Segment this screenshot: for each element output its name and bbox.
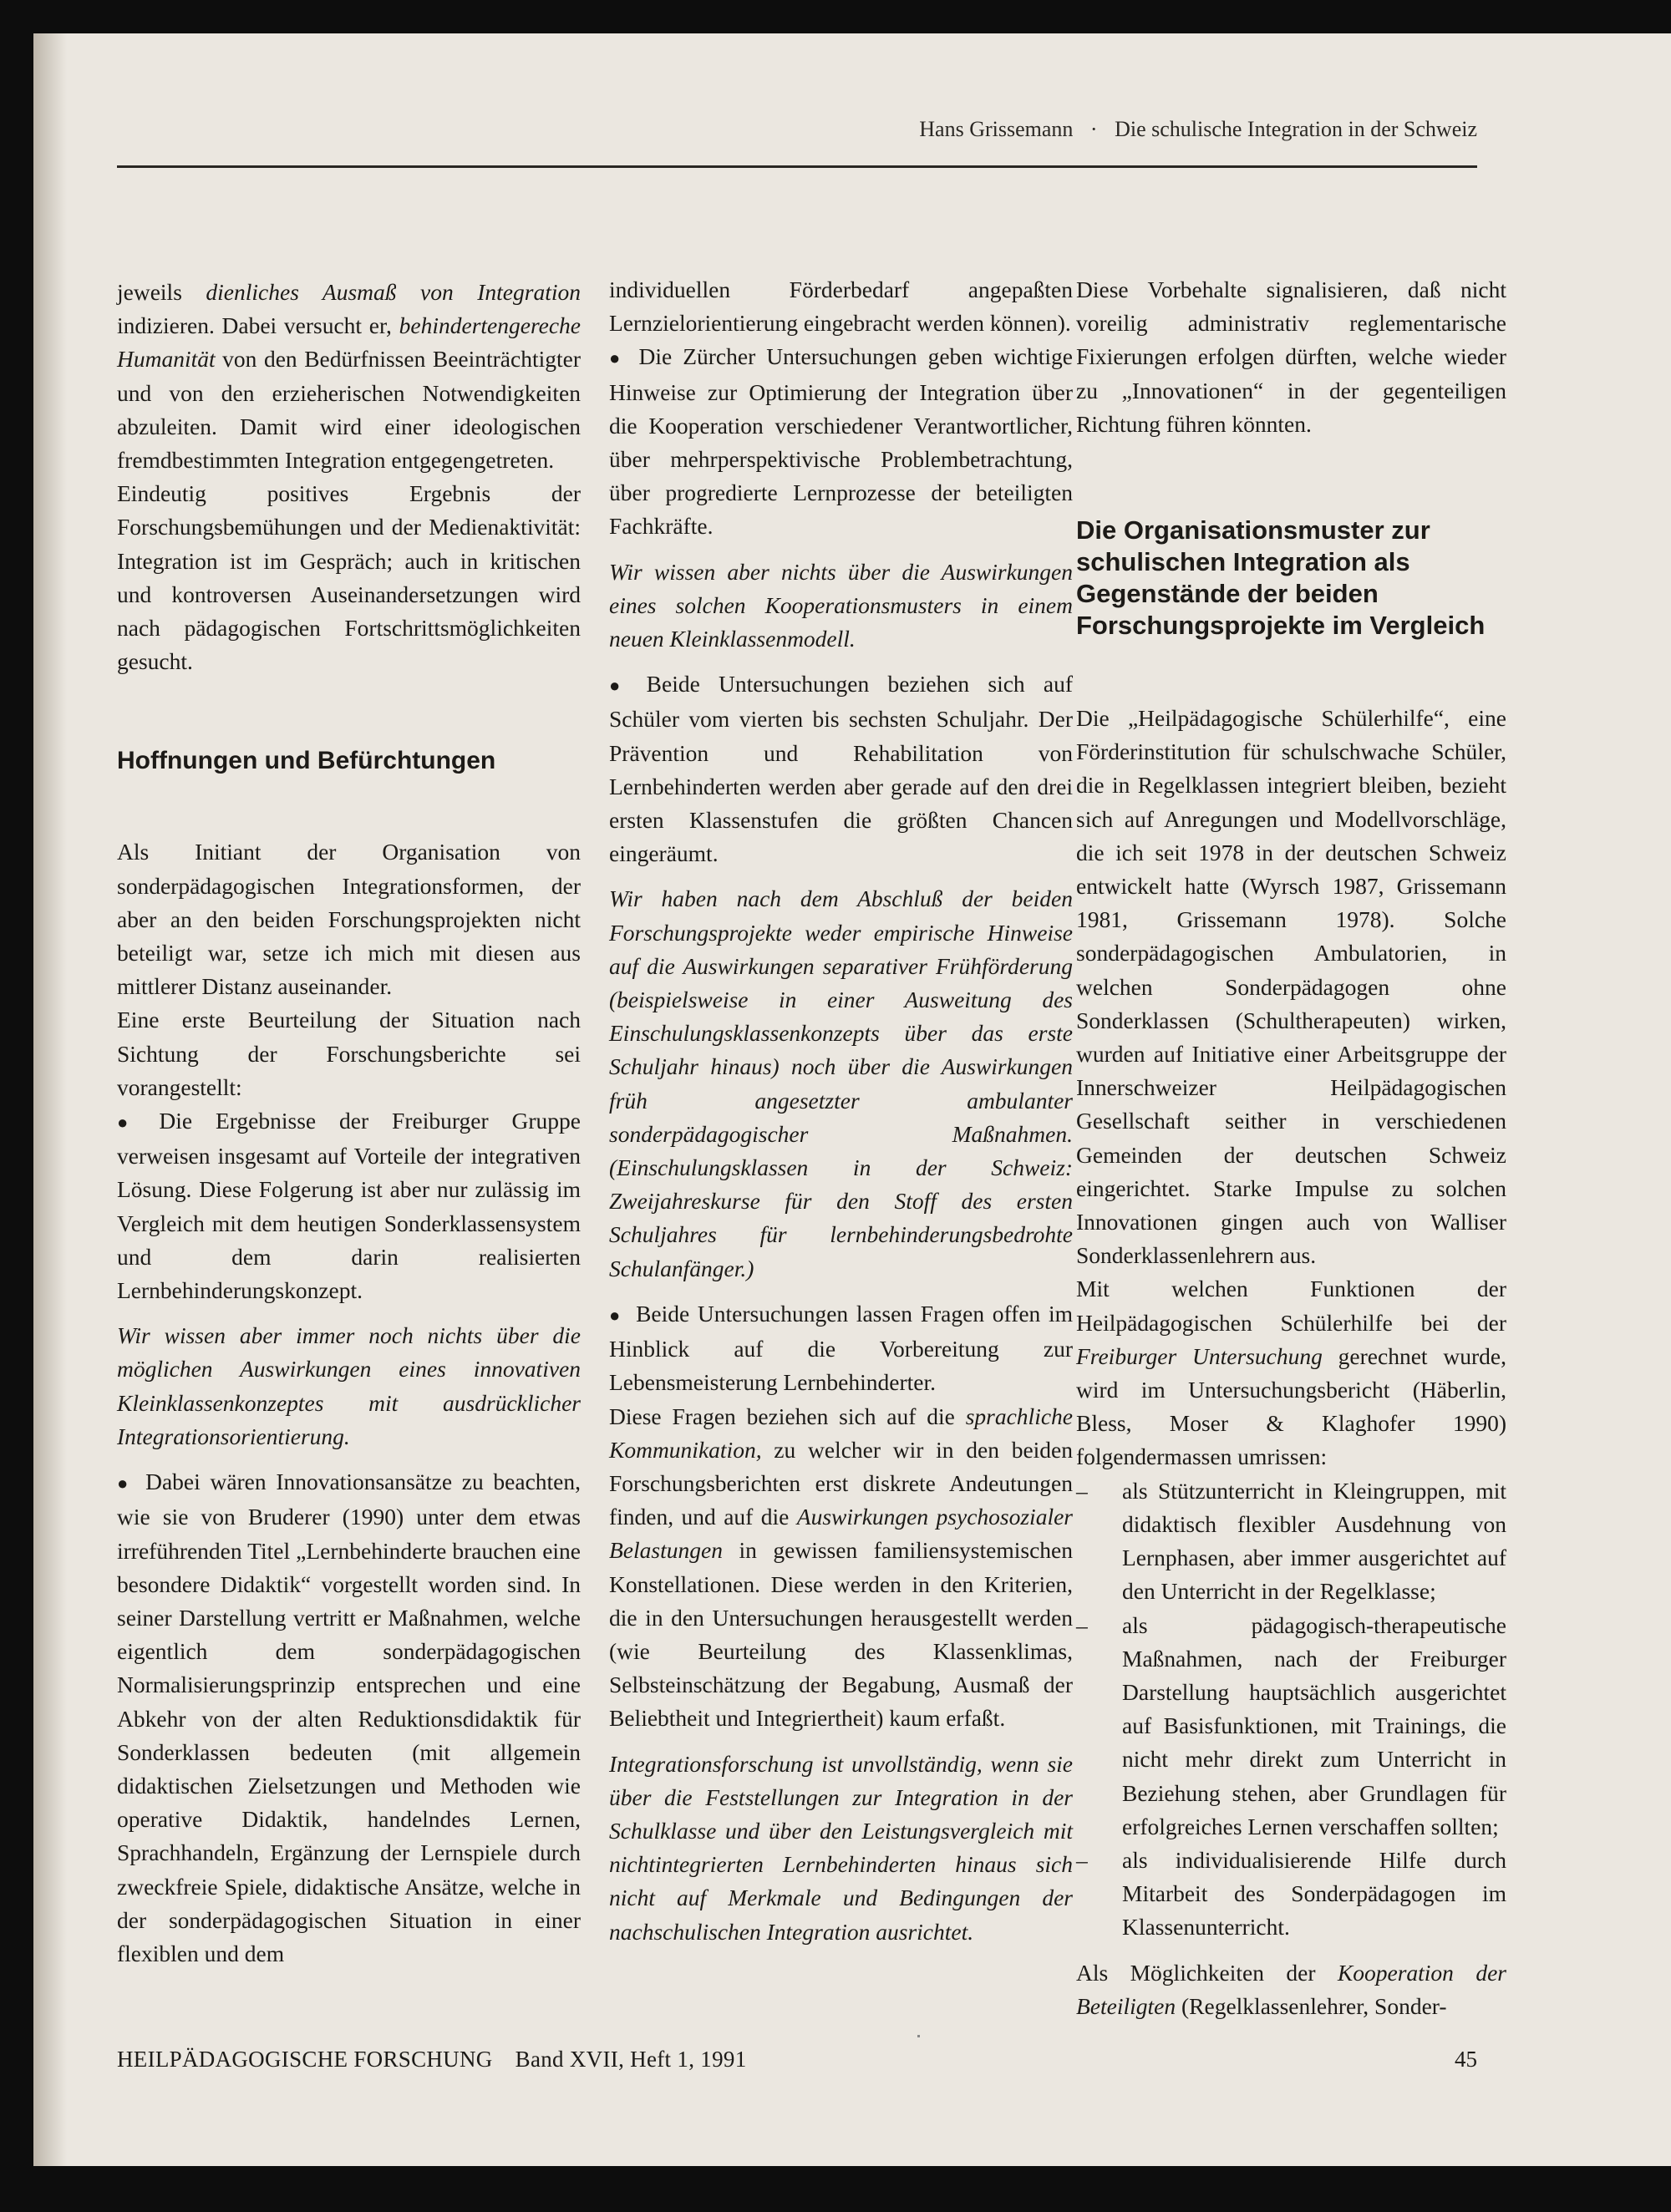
- footer-journal: HEILPÄDAGOGISCHE FORSCHUNG: [117, 2047, 493, 2072]
- emphasis: dienliches Ausmaß von Integration: [206, 279, 581, 305]
- text-run: gerechnet wurde, wird im Untersuchungsbericht (Häberlin, Bless, Moser & Klaghofer 1990) folgendermassen umrissen:: [1076, 1342, 1506, 1470]
- gutter-shadow: [33, 33, 67, 2166]
- text-run: in gewissen familiensystemischen Konstellationen. Diese werden in den Kriterien, die in den Untersuchungen herausgestellt werden (wie Beurteilung des Klassenklimas, Selbsteinschätzung der Begabung, Ausmaß der Beliebtheit und Integriertheit) kaum erfaßt.: [609, 1537, 1073, 1732]
- bullet-paragraph: ● Beide Untersuchungen lassen Fragen offen im Hinblick auf die Vorbereitung zur Lebensmeisterung Lernbehinderter.: [609, 1297, 1073, 1400]
- bullet-paragraph: ● Die Ergebnisse der Freiburger Gruppe verweisen insgesamt auf Vorteile der integrativen Lösung. Diese Folgerung ist aber nur zulässig im Vergleich mit dem heutigen Sonderklassensystem und dem darin realisierten Lernbehinderungskonzept.: [117, 1104, 581, 1307]
- running-footer: [117, 2047, 747, 2072]
- paragraph: Eindeutig positives Ergebnis der Forschungsbemühungen und der Medienaktivität: Integration ist im Gespräch; auch in kritischen und kontroversen Auseinandersetzungen wird nach pädagogischen Fortschrittsmöglichkeiten gesucht.: [117, 480, 581, 675]
- column-3: [1076, 273, 1506, 2023]
- scan-speck: [917, 2035, 920, 2037]
- paragraph: Die „Heilpädagogische Schülerhilfe“, eine Förderinstitution für schulschwache Schüler, die in Regelklassen integriert bleiben, bezieht sich auf Anregungen und Modellvorschläge, die ich seit 1978 in der deutschen Schweiz entwickelt hatte (Wyrsch 1987, Grissemann 1981, Grissemann 1978). Solche sonderpädagogischen Ambulatorien, in welchen Sonderpädagogen ohne Sonderklassen (Schultherapeuten) wirken, wurden auf Initiative einer Arbeitsgruppe der Innerschweizer Heilpädagogischen Gesellschaft seither in verschiedenen Gemeinden der deutschen Schweiz eingerichtet. Starke Impulse zu solchen Innovationen gingen auch von Walliser Sonderklassenlehrern aus.: [1076, 705, 1506, 1269]
- running-header: [117, 117, 1477, 142]
- text-run: jeweils: [117, 279, 206, 305]
- section-heading: Hoffnungen und Befürchtungen: [117, 747, 496, 775]
- italic-paragraph: Wir wissen aber nichts über die Auswirkungen eines solchen Kooperationsmusters in einem neuen Kleinklassenmodell.: [609, 558, 1073, 652]
- emphasis: sprachliche Kommunikation,: [609, 1403, 1073, 1463]
- text-run: Als Möglichkeiten der: [1076, 1959, 1338, 1986]
- function-list: [1076, 1474, 1506, 1945]
- paragraph: [1076, 1956, 1506, 2023]
- page-number: 45: [1455, 2047, 1477, 2072]
- italic-paragraph: Integrationsforschung ist unvollständig, wenn sie über die Feststellungen zur Integration in der Schulklasse und über den Leistungsvergleich mit nichtintegrierten Lernbehinderten hinaus sich nicht auf Merkmale und Bedingungen der nachschulischen Integration ausrichtet.: [609, 1750, 1073, 1945]
- italic-paragraph: Wir wissen aber immer noch nichts über die möglichen Auswirkungen eines innovativen Kleinklassenkonzeptes mit ausdrücklicher Integrationsorientierung.: [117, 1322, 581, 1449]
- header-author: Hans Grissemann: [919, 117, 1074, 141]
- paragraph: [1076, 1272, 1506, 1474]
- text-run: von den Bedürfnissen Beeinträchtigter und von den erzieherischen Notwendigkeiten abzuleiten. Damit wird einer ideologischen fremdbestimmten Integration entgegengetreten.: [117, 346, 581, 474]
- journal-page: [33, 33, 1671, 2166]
- paragraph: Diese Vorbehalte signalisieren, daß nicht voreilig administrativ reglementarische Fixierungen erfolgen dürften, welche wieder zu „Innovationen“ in der gegenteiligen Richtung führen könnten.: [1076, 276, 1506, 437]
- list-item: – als pädagogisch-therapeutische Maßnahmen, nach der Freiburger Darstellung hauptsächlich ausgerichtet auf Basisfunktionen, mit Trainings, die nicht mehr direkt zum Unterricht in Beziehung stehen, aber Grundlagen für erfolgreiches Lernen verschaffen sollten;: [1076, 1609, 1506, 1844]
- header-separator: ·: [1089, 117, 1098, 141]
- column-2: [609, 273, 1073, 1949]
- header-rule: [117, 165, 1477, 168]
- text-run: Diese Fragen beziehen sich auf die: [609, 1403, 966, 1429]
- text-run: indizieren. Dabei versucht er,: [117, 312, 399, 339]
- footer-issue: Band XVII, Heft 1, 1991: [515, 2047, 747, 2072]
- paragraph: [117, 276, 581, 477]
- scan-border: [33, 2166, 1671, 2212]
- column-1: [117, 276, 581, 1971]
- paragraph: [609, 1400, 1073, 1736]
- emphasis: behindertengereche Humanität: [117, 312, 581, 373]
- paragraph: Eine erste Beurteilung der Situation nach Sichtung der Forschungsberichte sei vorangestellt:: [117, 1007, 581, 1100]
- bullet-paragraph: ● Die Zürcher Untersuchungen geben wichtige Hinweise zur Optimierung der Integration über die Kooperation verschiedener Verantwortlicher, über mehrperspektivische Problembetrachtung, über progredierte Lernprozesse der beteiligten Fachkräfte.: [609, 340, 1073, 543]
- emphasis: Auswirkungen psychosozialer Belastungen: [609, 1504, 1073, 1564]
- emphasis: Freiburger Untersuchung: [1076, 1342, 1323, 1369]
- section-heading: Die Organisationsmuster zur schulischen Integration als Gegenstände der beiden Forschungsprojekte im Vergleich: [1076, 515, 1486, 641]
- text-run: Mit welchen Funktionen der Heilpädagogischen Schülerhilfe bei der: [1076, 1276, 1506, 1336]
- paragraph: individuellen Förderbedarf angepaßten Lernzielorientierung eingebracht werden können).: [609, 276, 1073, 337]
- list-item: – als individualisierende Hilfe durch Mitarbeit des Sonderpädagogen im Klassenunterricht.: [1076, 1844, 1506, 1945]
- paragraph: Als Initiant der Organisation von sonderpädagogischen Integrationsformen, der aber an den beiden Forschungsprojekten nicht beteiligt war, setze ich mich mit diesen aus mittlerer Distanz auseinander.: [117, 839, 581, 1000]
- bullet-paragraph: ● Beide Untersuchungen beziehen sich auf Schüler vom vierten bis sechsten Schuljahr. Der Prävention und Rehabilitation von Lernbehinderten werden aber gerade auf den drei ersten Klassenstufen die größten Chancen eingeräumt.: [609, 667, 1073, 870]
- emphasis: Kooperation der Beteiligten: [1076, 1959, 1506, 2019]
- text-run: (Regelklassenlehrer, Sonder-: [1176, 1992, 1447, 2019]
- italic-paragraph: Wir haben nach dem Abschluß der beiden Forschungsprojekte weder empirische Hinweise auf die Auswirkungen separativer Frühförderung (beispielsweise in einer Ausweitung des Einschulungsklassenkonzepts über das erste Schuljahr hinaus) noch über die Auswirkungen früh angesetzter ambulanter sonderpädagogischer Maßnahmen. (Einschulungsklassen in der Schweiz: Zweijahreskurse für den Stoff des ersten Schuljahres für lernbehinderungsbedrohte Schulanfänger.): [609, 885, 1073, 1281]
- header-title: Die schulische Integration in der Schweiz: [1115, 117, 1477, 141]
- list-item: – als Stützunterricht in Kleingruppen, mit didaktisch flexibler Ausdehnung von Lernphasen, aber immer ausgerichtet auf den Unterricht in der Regelklasse;: [1076, 1474, 1506, 1609]
- text-run: zu welcher wir in den beiden Forschungsberichten erst diskrete Andeutungen finden, und auf die: [609, 1436, 1073, 1530]
- bullet-paragraph: ● Dabei wären Innovationsansätze zu beachten, wie sie von Bruderer (1990) unter dem etwas irreführenden Titel „Lernbehinderte brauchen eine besondere Didaktik“ vorgestellt worden sind. In seiner Darstellung vertritt er Maßnahmen, welche eigentlich dem sonderpädagogischen Normalisierungsprinzip entsprechen und eine Abkehr von der alten Reduktionsdidaktik für Sonderklassen bedeuten (mit allgemein didaktischen Zielsetzungen und Methoden wie operative Didaktik, handelndes Lernen, Sprachhandeln, Ergänzung der Lernspiele durch zweckfreie Spiele, didaktische Ansätze, welche in der sonderpädagogischen Situation in einer flexiblen und dem: [117, 1465, 581, 1971]
